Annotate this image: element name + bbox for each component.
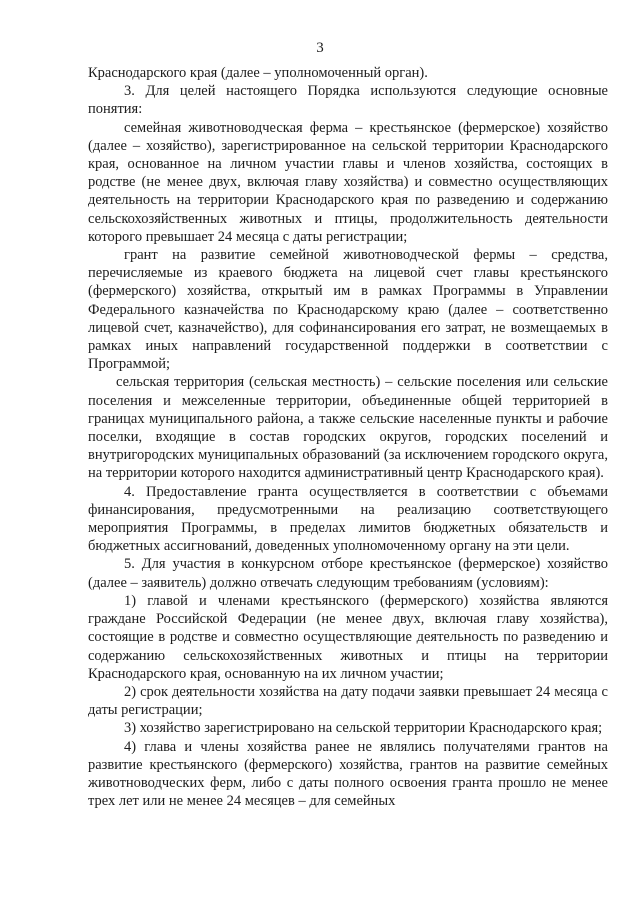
paragraph-item-5: 5. Для участия в конкурсном отборе крестьянское (фермерское) хозяйство (далее – заявитель) должно отвечать следующим требованиям (условиям):	[88, 556, 608, 591]
requirement-4: 4) глава и члены хозяйства ранее не являлись получателями грантов на развитие крестьянского (фермерского) хозяйства, грантов на развитие семейных животноводческих ферм, либо с даты полного освоения гранта прошло не менее трех лет или не менее 24 месяцев – для семейных	[88, 738, 608, 810]
document-body	[88, 64, 608, 810]
definition-rural-territory: сельская территория (сельская местность) – сельские поселения или сельские поселения и межселенные территории, объединенные общей территорией в границах муниципального района, а также сельские населенные пункты и рабочие поселки, входящие в состав городских округов, городских поселений и внутригородских муниципальных образований (за исключением городского округа, на территории которого находится административный центр Краснодарского края).	[88, 374, 608, 482]
requirement-1: 1) главой и членами крестьянского (фермерского) хозяйства являются граждане Российской Федерации (не менее двух, включая главу хозяйства), состоящие в родстве и совместно осуществляющие деятельность по разведению и содержанию сельскохозяйственных животных и птицы на территории Краснодарского края, основанную на их личном участии;	[88, 592, 608, 682]
definition-grant: грант на развитие семейной животноводческой фермы – средства, перечисляемые из краевого бюджета на лицевой счет главы крестьянского (фермерского) хозяйства, открытый им в рамках Программы в Управлении Федерального казначейства по Краснодарскому краю (далее – соответственно лицевой счет, казначейство), для софинансирования его затрат, не возмещаемых в рамках иных направлений государственной поддержки в соответствии с Программой;	[88, 247, 608, 373]
paragraph-item-4: 4. Предоставление гранта осуществляется в соответствии с объемами финансирования, предусмотренными на реализацию соответствующего мероприятия Программы, в пределах лимитов бюджетных обязательств и бюджетных ассигнований, доведенных уполномоченному органу на эти цели.	[88, 483, 608, 555]
requirement-2: 2) срок деятельности хозяйства на дату подачи заявки превышает 24 месяца с даты регистрации;	[88, 683, 608, 719]
paragraph-continuation: Краснодарского края (далее – уполномоченный орган).	[88, 65, 428, 81]
requirement-3: 3) хозяйство зарегистрировано на сельской территории Краснодарского края;	[124, 720, 603, 737]
page-number: 3	[316, 40, 324, 56]
definition-family-farm: семейная животноводческая ферма – крестьянское (фермерское) хозяйство (далее – хозяйство), зарегистрированное на сельской территории Краснодарского края, основанное на личном участии главы и членов хозяйства, состоящих в родстве (не менее двух, включая главу хозяйства) и совместно осуществляющих деятельность на территории Краснодарского края по разведению и содержанию сельскохозяйственных животных и птицы, продолжительность деятельности которого превышает 24 месяца с даты регистрации;	[88, 119, 608, 245]
paragraph-item-3: 3. Для целей настоящего Порядка используются следующие основные понятия:	[88, 83, 608, 118]
